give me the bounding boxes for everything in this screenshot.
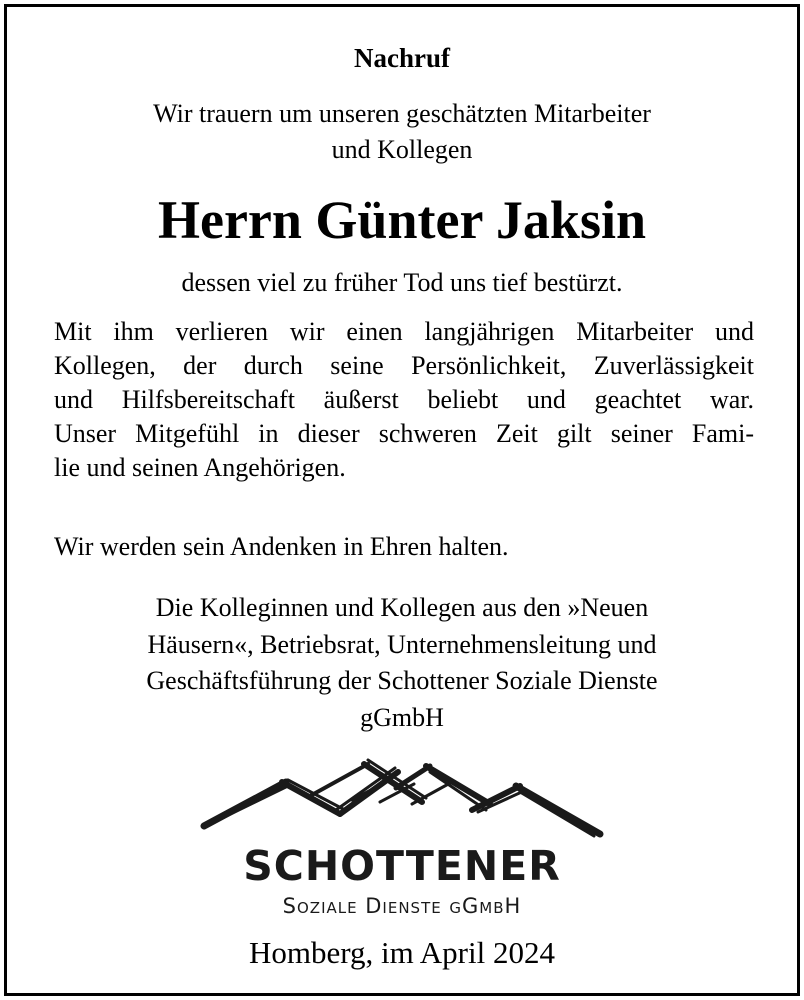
tribute-line: Kollegen, der durch seine Persönlichkeit, Zuverlässigkeit	[54, 351, 754, 380]
signer-line: Häusern«, Betriebsrat, Unternehmensleitung und	[147, 629, 657, 659]
intro-text	[0, 96, 804, 168]
intro-line: Wir trauern um unseren geschätzten Mitarbeiter	[153, 99, 651, 128]
closing-sentence: Wir werden sein Andenken in Ehren halten.	[54, 532, 509, 561]
logo-subtitle: Soziale Dienste gGmbH	[282, 894, 522, 918]
intro-line: und Kollegen	[331, 135, 473, 164]
mountain-roofs-logo-icon	[190, 752, 610, 840]
tribute-line: und Hilfsbereitschaft äußerst beliebt und geachtet war.	[54, 385, 754, 414]
signers-block	[0, 590, 804, 736]
obituary-heading: Nachruf	[354, 43, 450, 73]
death-line: dessen viel zu früher Tod uns tief bestürzt.	[181, 268, 623, 297]
deceased-name: Herrn Günter Jaksin	[157, 190, 647, 250]
tribute-paragraph	[54, 315, 754, 485]
signer-line: Geschäftsführung der Schottener Soziale Dienste	[146, 666, 658, 695]
tribute-line: Unser Mitgefühl in dieser schweren Zeit gilt seiner Fami-	[54, 419, 754, 448]
logo-name: SCHOTTENER	[243, 842, 561, 890]
place-date: Homberg, im April 2024	[249, 935, 555, 970]
tribute-line: Mit ihm verlieren wir einen langjährigen Mitarbeiter und	[54, 317, 754, 346]
signer-line: Die Kolleginnen und Kollegen aus den »Neuen	[155, 593, 649, 622]
tribute-line: lie und seinen Angehörigen.	[54, 453, 346, 482]
signer-line: gGmbH	[360, 702, 444, 732]
